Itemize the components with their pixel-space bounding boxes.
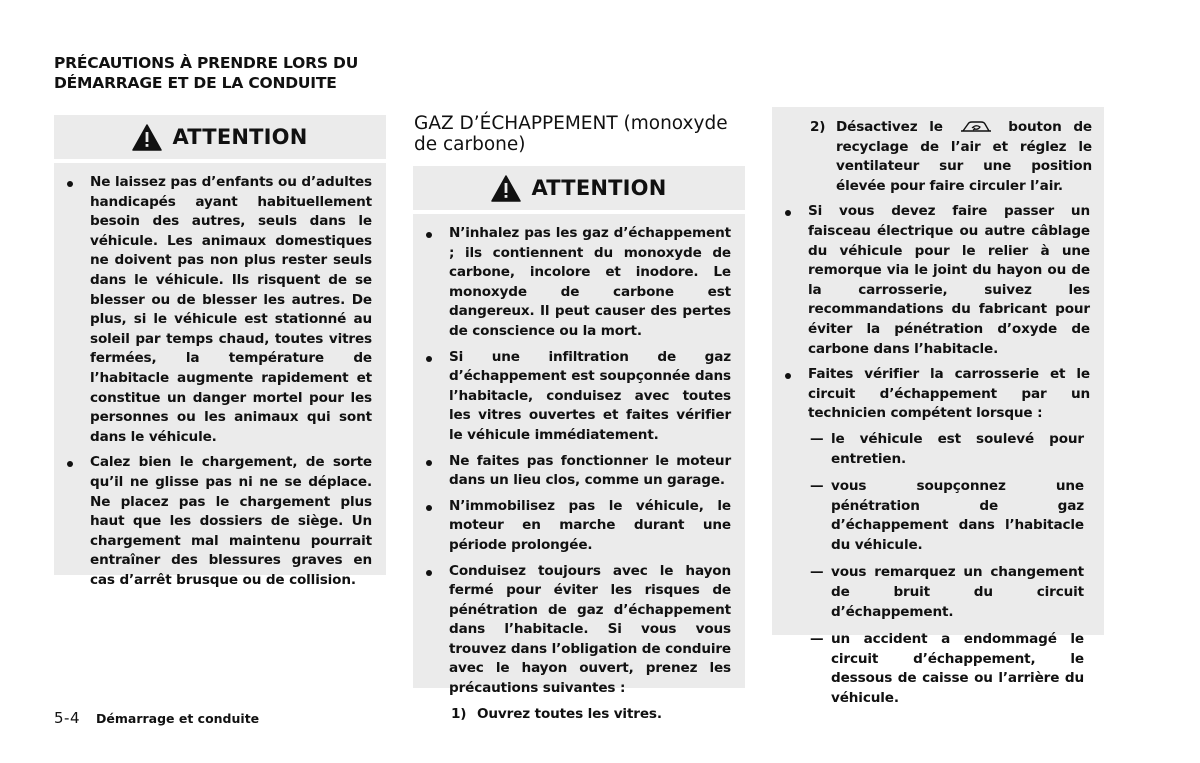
bullet-icon (785, 373, 791, 379)
list-item (413, 452, 745, 491)
attention-title: ATTENTION (531, 176, 667, 200)
section-heading-line-1: PRÉCAUTIONS À PRENDRE LORS DU (54, 54, 359, 72)
list-item (413, 497, 745, 556)
list-item (54, 173, 386, 447)
list-item-text: Ne faites pas fonctionner le moteur dans un lieu clos, comme un garage. (449, 452, 731, 489)
dash-item (772, 430, 1104, 469)
list-item (54, 453, 386, 590)
list-item-text: Ne laissez pas d’enfants ou d’adultes handicapés ayant habituellement besoin des autres, seuls dans le véhicule. Les animaux domestiques ne doivent pas non plus rester seuls dans le véhicule. Ils risquent de se blesser ou de blesser les autres. De plus, si le véhicule est stationné au soleil par temps chaud, toutes vitres fermées, la température de l’habitacle augmente rapidement et constitue un danger mortel pour les personnes ou les animaux qui sont dans le véhicule. (90, 174, 372, 445)
attention-box-continued (772, 107, 1104, 707)
list-item (413, 562, 745, 699)
warning-list (413, 214, 745, 724)
attention-box-exhaust-gas (413, 166, 745, 722)
step-number: 1) (451, 705, 467, 722)
page-footer (54, 709, 259, 727)
dash-marker: — (810, 631, 824, 648)
air-recirculation-icon (959, 119, 993, 133)
warning-list (54, 163, 386, 590)
bullet-icon (426, 505, 432, 511)
list-item-text: Faites vérifier la carrosserie et le circuit d’échappement par un technicien compétent lorsque : (808, 366, 1090, 422)
bullet-icon (426, 460, 432, 466)
step-number: 2) (810, 119, 826, 135)
list-item-text: Conduisez toujours avec le hayon fermé pour éviter les risques de pénétration de gaz d’échappement dans l’habitacle. Si vous vous trouvez dans l’obligation de conduire avec le hayon ouvert, prenez les précautions suivantes : (449, 562, 731, 697)
dash-item-text: le véhicule est soulevé pour entretien. (831, 430, 1084, 467)
step-text: Ouvrez toutes les vitres. (477, 705, 662, 722)
attention-title: ATTENTION (172, 125, 308, 149)
step-text-before-icon: Désactivez le (836, 119, 943, 135)
dash-marker: — (810, 564, 824, 581)
attention-box-children-animals (54, 115, 386, 588)
dash-item (772, 630, 1104, 708)
bullet-icon (67, 181, 73, 187)
section-heading (54, 53, 358, 93)
exhaust-gas-heading: GAZ D’ÉCHAPPEMENT (monoxyde de carbone) (414, 113, 728, 155)
numbered-step (413, 705, 745, 725)
bullet-icon (426, 232, 432, 238)
bullet-icon (426, 570, 432, 576)
dash-item-text: vous remarquez un changement de bruit du circuit d’échappement. (831, 564, 1084, 620)
attention-header (54, 115, 386, 163)
section-heading-line-2: DÉMARRAGE ET DE LA CONDUITE (54, 74, 337, 92)
dash-item (772, 563, 1104, 622)
list-item (413, 224, 745, 342)
list-item-text: N’immobilisez pas le véhicule, le moteur en marche durant une période prolongée. (449, 497, 731, 553)
page-number: 5-4 (54, 709, 80, 727)
numbered-step (772, 118, 1104, 196)
bullet-icon (426, 356, 432, 362)
list-item (772, 365, 1104, 424)
dash-item (772, 477, 1104, 555)
chapter-title: Démarrage et conduite (96, 711, 260, 726)
step-text-after-icon: bouton de recyclage de l’air et réglez le ventilateur sur une position élevée pour faire circuler l’air. (836, 119, 1092, 194)
warning-triangle-icon (491, 175, 521, 202)
list-item-text: N’inhalez pas les gaz d’échappement ; ils contiennent du monoxyde de carbone, incolore et inodore. Le monoxyde de carbone est dangereux. Il peut causer des pertes de conscience ou la mort. (449, 225, 731, 339)
list-item (772, 202, 1104, 359)
bullet-icon (67, 461, 73, 467)
dash-item-text: vous soupçonnez une pénétration de gaz d’échappement dans l’habitacle du véhicule. (831, 478, 1084, 553)
warning-list (772, 202, 1104, 424)
list-item-text: Si une infiltration de gaz d’échappement est soupçonnée dans l’habitacle, conduisez avec toutes les vitres ouvertes et faites vérifier le véhicule immédiatement. (449, 348, 731, 443)
continued-content (772, 107, 1104, 709)
dash-marker: — (810, 478, 824, 495)
list-item-text: Si vous devez faire passer un faisceau électrique ou autre câblage du véhicule pour le relier à une remorque via le joint du hayon ou de la carrosserie, suivez les recommandations du fabricant pour éviter la pénétration d’oxyde de carbone dans l’habitacle. (808, 203, 1090, 357)
list-item (413, 348, 745, 446)
list-item-text: Calez bien le chargement, de sorte qu’il ne glisse pas ni ne se déplace. Ne placez pas le chargement plus haut que les dossiers de siège. Un chargement mal maintenu pourrait entraîner des blessures graves en cas d’arrêt brusque ou de collision. (90, 454, 372, 588)
dash-marker: — (810, 430, 824, 447)
warning-triangle-icon (132, 124, 162, 151)
attention-header (413, 166, 745, 214)
bullet-icon (785, 210, 791, 216)
dash-item-text: un accident a endommagé le circuit d’échappement, le dessous de caisse ou l’arrière du véhicule. (831, 631, 1084, 707)
